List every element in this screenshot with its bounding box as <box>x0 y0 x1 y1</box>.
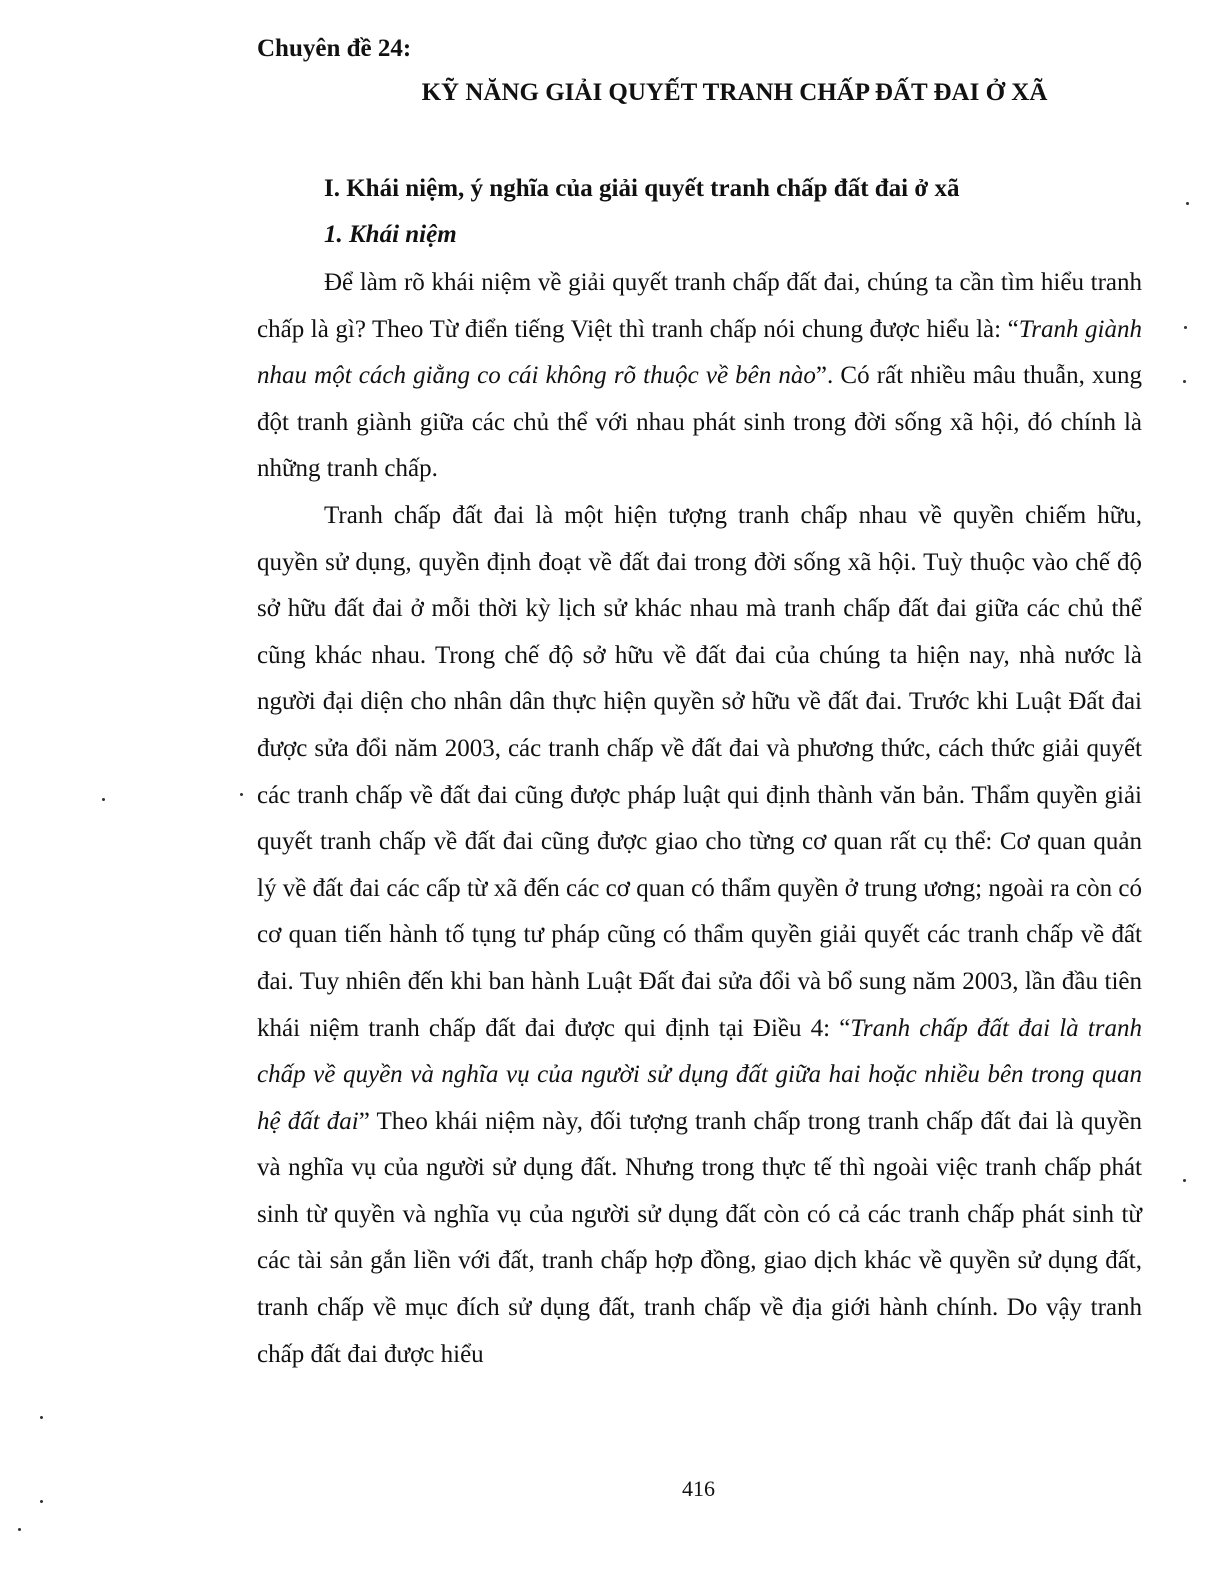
scan-speck <box>40 1500 43 1503</box>
section-heading: I. Khái niệm, ý nghĩa của giải quyết tranh chấp đất đai ở xã <box>324 175 960 202</box>
paragraph-1-text-b: ”. Có rất nhiều mâu thuẫn, xung đột tranh giành giữa các chủ thể với nhau phát sinh trong đời sống xã hội, đó chính là những tranh chấp. <box>257 362 1142 483</box>
scan-speck <box>1183 1179 1186 1182</box>
scan-speck <box>40 1416 43 1419</box>
paragraph-1-quote: Tranh giành nhau một cách giằng co cái không rõ thuộc về bên nào <box>257 315 1142 390</box>
paragraph-2-text-a: Tranh chấp đất đai là một hiện tượng tranh chấp nhau về quyền chiếm hữu, quyền sử dụng, quyền định đoạt về đất đai trong đời sống xã hội. Tuỳ thuộc vào chế độ sở hữu đất đai ở mỗi thời kỳ lịch sử khác nhau mà tranh chấp đất đai giữa các chủ thể cũng khác nhau. Trong chế độ sở hữu về đất đai của chúng ta hiện nay, nhà nước là người đại diện cho nhân dân thực hiện quyền sở hữu về đất đai. Trước khi Luật Đất đai được sửa đổi năm 2003, các tranh chấp về đất đai và phương thức, cách thức giải quyết các tranh chấp về đất đai cũng được pháp luật qui định thành văn bản. Thẩm quyền giải quyết tranh chấp về đất đai cũng được giao cho từng cơ quan rất cụ thể: Cơ quan quản lý về đất đai các cấp từ xã đến các cơ quan có thẩm quyền ở trung ương; ngoài ra còn có cơ quan tiến hành tố tụng tư pháp cũng có thẩm quyền giải quyết các tranh chấp về đất đai. Tuy nhiên đến khi ban hành Luật Đất đai sửa đổi và bổ sung năm 2003, lần đầu tiên khái niệm tranh chấp đất đai được qui định tại Điều 4: “ <box>257 501 1142 1042</box>
scan-speck <box>1186 202 1189 205</box>
body-text <box>257 260 1142 1378</box>
paragraph-2-text-b: ” Theo khái niệm này, đối tượng tranh chấp trong tranh chấp đất đai là quyền và nghĩa vụ của người sử dụng đất. Nhưng trong thực tế thì ngoài việc tranh chấp phát sinh từ quyền và nghĩa vụ của người sử dụng đất còn có cả các tranh chấp phát sinh từ các tài sản gắn liền với đất, tranh chấp hợp đồng, giao dịch khác về quyền sử dụng đất, tranh chấp về mục đích sử dụng đất, tranh chấp về địa giới hành chính. Do vậy tranh chấp đất đai được hiểu <box>257 1107 1142 1368</box>
chapter-label: Chuyên đề 24: <box>257 35 412 62</box>
scan-speck <box>240 793 243 796</box>
page-number: 416 <box>682 1476 715 1501</box>
paragraph-1 <box>257 260 1142 493</box>
paragraph-2-quote: Tranh chấp đất đai là tranh chấp về quyền và nghĩa vụ của người sử dụng đất giữa hai hoặc nhiều bên trong quan hệ đất đai <box>257 1014 1142 1135</box>
scan-speck <box>18 1528 21 1531</box>
paragraph-1-text-a: Để làm rõ khái niệm về giải quyết tranh chấp đất đai, chúng ta cần tìm hiểu tranh chấp là gì? Theo Từ điển tiếng Việt thì tranh chấp nói chung được hiểu là: “ <box>257 269 1142 343</box>
scan-speck <box>1183 380 1186 383</box>
subsection-heading: 1. Khái niệm <box>324 221 457 248</box>
scan-speck <box>102 798 105 801</box>
chapter-title: KỸ NĂNG GIẢI QUYẾT TRANH CHẤP ĐẤT ĐAI Ở XÃ <box>421 79 1048 106</box>
paragraph-2 <box>257 493 1142 1378</box>
scan-speck <box>1184 326 1187 329</box>
